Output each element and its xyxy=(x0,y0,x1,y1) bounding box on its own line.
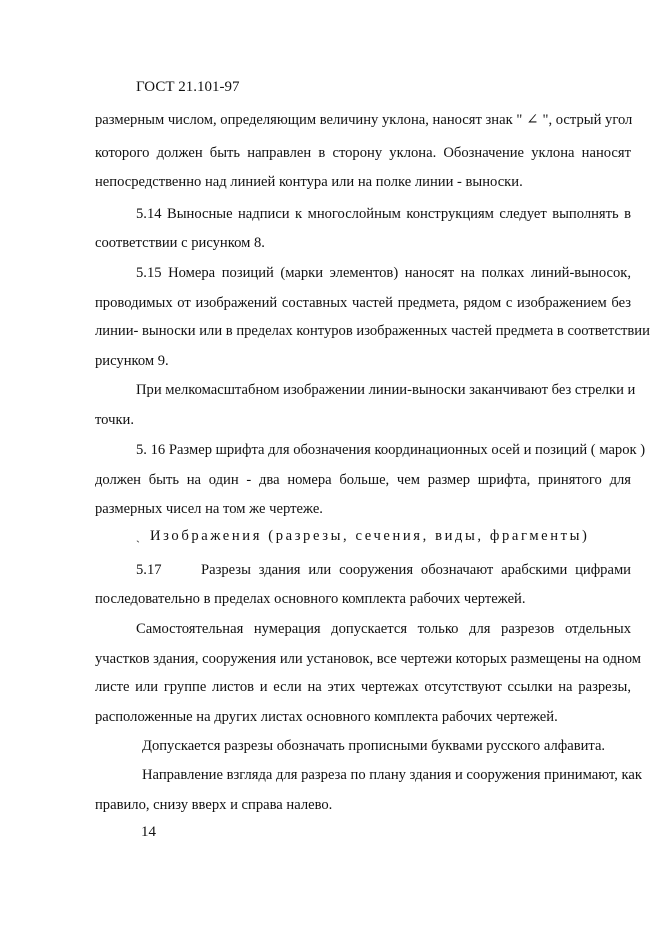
paragraph: Допускается разрезы обозначать прописными буквами русского алфавита. xyxy=(142,738,606,754)
text-line: проводимых от изображений составных частей предмета, рядом с изображением без xyxy=(95,295,631,311)
paragraph: Самостоятельная нумерация допускается только для разрезов отдельных xyxy=(136,621,631,637)
page-number: 14 xyxy=(141,824,156,840)
text-line: непосредственно над линией контура или на полке линии - выноски. xyxy=(95,174,523,190)
angle-sign: ∠ xyxy=(526,112,539,128)
paragraph: Направление взгляда для разреза по плану здания и сооружения принимают, как xyxy=(142,767,642,783)
text-line: расположенные на других листах основного комплекта рабочих чертежей. xyxy=(95,709,558,725)
paragraph-5-17 xyxy=(136,561,631,579)
section-heading xyxy=(136,527,631,545)
text-line: точки. xyxy=(95,412,134,428)
paragraph-5-14: 5.14 Выносные надписи к многослойным конструкциям следует выполнять в xyxy=(136,206,631,222)
paragraph-5-16: 5. 16 Размер шрифта для обозначения координационных осей и позиций ( марок ) xyxy=(136,442,646,458)
text-fragment: размерным числом, определяющим величину уклона, наносят знак " xyxy=(95,112,523,128)
clause-number: 5.17 xyxy=(136,562,162,578)
stray-mark: ˎ xyxy=(136,529,140,543)
text-line: листе или группе листов и если на этих чертежах отсутствуют ссылки на разрезы, xyxy=(95,679,631,695)
text-line: рисунком 9. xyxy=(95,353,169,369)
paragraph-5-15: 5.15 Номера позиций (марки элементов) наносят на полках линий-выносок, xyxy=(136,265,631,281)
text-fragment: ", острый угол xyxy=(542,112,633,128)
text-line: соответствии с рисунком 8. xyxy=(95,235,265,251)
text-line: последовательно в пределах основного комплекта рабочих чертежей. xyxy=(95,591,526,607)
page-header: ГОСТ 21.101-97 xyxy=(136,79,240,95)
text-line xyxy=(95,111,631,129)
text-line: линии- выноски или в пределах контуров изображенных частей предмета в соответствии xyxy=(95,323,650,339)
text-line: которого должен быть направлен в сторону уклона. Обозначение уклона наносят xyxy=(95,145,631,161)
text-line: должен быть на один - два номера больше, чем размер шрифта, принятого для xyxy=(95,472,631,488)
section-heading-text: Изображения (разрезы, сечения, виды, фрагменты) xyxy=(150,528,590,544)
text-line: правило, снизу вверх и справа налево. xyxy=(95,797,333,813)
paragraph: При мелкомасштабном изображении линии-выноски заканчивают без стрелки и xyxy=(136,382,636,398)
text-line: участков здания, сооружения или установок, все чертежи которых размещены на одном xyxy=(95,651,641,667)
text-fragment: Разрезы здания или сооружения обозначают арабскими цифрами xyxy=(201,562,631,578)
text-line: размерных чисел на том же чертеже. xyxy=(95,501,323,517)
